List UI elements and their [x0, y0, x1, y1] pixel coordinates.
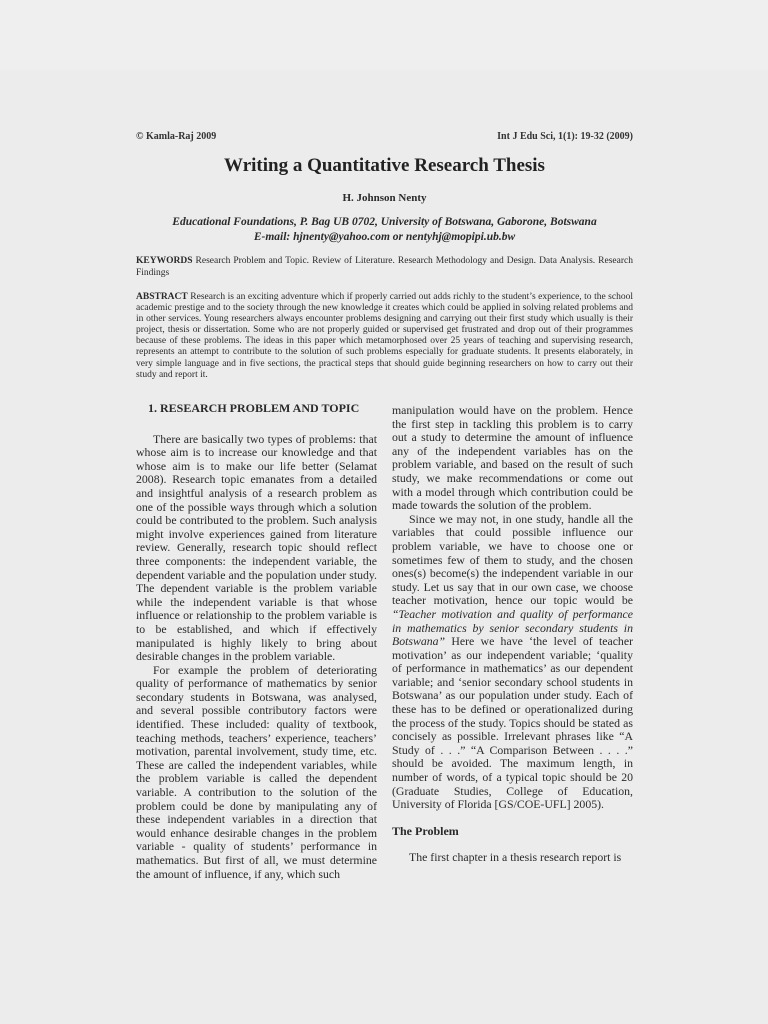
running-header — [136, 131, 633, 142]
abstract-label: ABSTRACT — [136, 292, 188, 302]
journal-citation: Int J Edu Sci, 1(1): 19-32 (2009) — [497, 131, 633, 142]
copyright-notice: © Kamla-Raj 2009 — [136, 131, 217, 142]
top-margin — [0, 0, 768, 70]
paragraph: manipulation would have on the problem. Hence the first step in tackling this problem is to carry out a study to determine the amount of influence any of the independent variables has on the problem variable, and based on the result of such study, we make recommendations or come out with a model through which contribution could be made towards the solution of the problem. — [392, 403, 633, 513]
right-column — [392, 404, 633, 865]
paper-title: Writing a Quantitative Research Thesis — [224, 155, 545, 176]
section-heading: 1. RESEARCH PROBLEM AND TOPIC — [148, 401, 360, 415]
topic-quote: “Teacher motivation and quality of performance in mathematics by senior secondary students in Botswana” — [392, 606, 633, 649]
paragraph-text: Since we may not, in one study, handle all the variables that could possible influence our problem variable, we have to choose one or sometimes few of them to study, and the chosen ones(s) become(s) the independent variable in our study. Let us say that in our own case, we choose teacher motivation, hence our topic would be — [392, 511, 633, 608]
affiliation — [136, 215, 633, 245]
subsection-heading: The Problem — [392, 823, 459, 838]
keywords — [136, 256, 633, 279]
keywords-text: Research Problem and Topic. Review of Literature. Research Methodology and Design. Data Analysis. Research Findings — [136, 256, 633, 278]
author-name: H. Johnson Nenty — [342, 192, 427, 204]
abstract-text: Research is an exciting adventure which if properly carried out adds richly to the student’s experience, to the school academic prestige and to the society through the new knowledge it creates which could be applied in solving related problems and in other services. Young researchers always encounter problems designing and carrying out their first study which usually is their project, thesis or dissertation. Some who are not properly guided or supervised get frustrated and drop out of their programmes because of these problems. The ideas in this paper which metamorphosed over 25 years of teaching and supervising research, represents an attempt to contribute to the solution of such problems especially for graduate students. It presents elaborately, in very simple language and in five sections, the practical steps that should guide beginning researchers on how to carry out their study and report it. — [136, 292, 633, 380]
affiliation-email: E-mail: hjnenty@yahoo.com or nentyhj@mopipi.ub.bw — [253, 231, 516, 243]
paragraph: The first chapter in a thesis research report is — [409, 850, 622, 865]
paragraph — [392, 513, 633, 812]
paragraph: For example the problem of deteriorating quality of performance of mathematics by senior secondary students in Botswana, was analysed, and several possible contributory factors were identified. These included: quality of textbook, teaching methods, teachers’ experience, teachers’ motivation, parental involvement, study time, etc. These are called the independent variables, while the problem variable is called the dependent variable. A contribution to the solution of the problem could be done by manipulating any of these independent variables in a direction that would enhance desirable changes in the problem variable - quality of students’ performance in mathematics. But first of all, we must determine the amount of influence, if any, which such — [136, 662, 377, 881]
paragraph: There are basically two types of problems: that whose aim is to increase our knowledge and that whose aim is to make our life better (Selamat 2008). Research topic emanates from a detailed and insightful analysis of a research problem as one of the possible ways through which a solution could be contributed to the problem. Such analysis might involve experiences gained from literature review. Generally, research topic should reflect three components: the independent variable, the dependent variable and the population under study. The dependent variable is the problem variable while the independent variable is that whose influence or relationship to the problem variable is to be established, and which if effectively manipulated is highly likely to bring about desirable changes in the problem variable. — [136, 431, 377, 664]
paragraph-text: Here we have ‘the level of teacher motivation’ as our independent variable; ‘quality of performance in mathematics’ as our dependent variable; and ‘senior secondary school students in Botswana’ as our population under study. Each of these has to be defined or operationalized during the process of the study. Topics should be stated as concisely as possible. Irrelevant phrases like “A Study of . . .” “A Comparison Between . . . .” should be avoided. The maximum length, in number of words, of a typical topic should be 20 (Graduate Studies, College of Education, University of Florida [GS/COE-UFL] 2005). — [392, 634, 633, 812]
affiliation-address: Educational Foundations, P. Bag UB 0702, University of Botswana, Gaborone, Botswana — [172, 216, 597, 228]
abstract — [136, 292, 633, 381]
keywords-label: KEYWORDS — [136, 256, 193, 266]
left-column — [136, 402, 377, 881]
